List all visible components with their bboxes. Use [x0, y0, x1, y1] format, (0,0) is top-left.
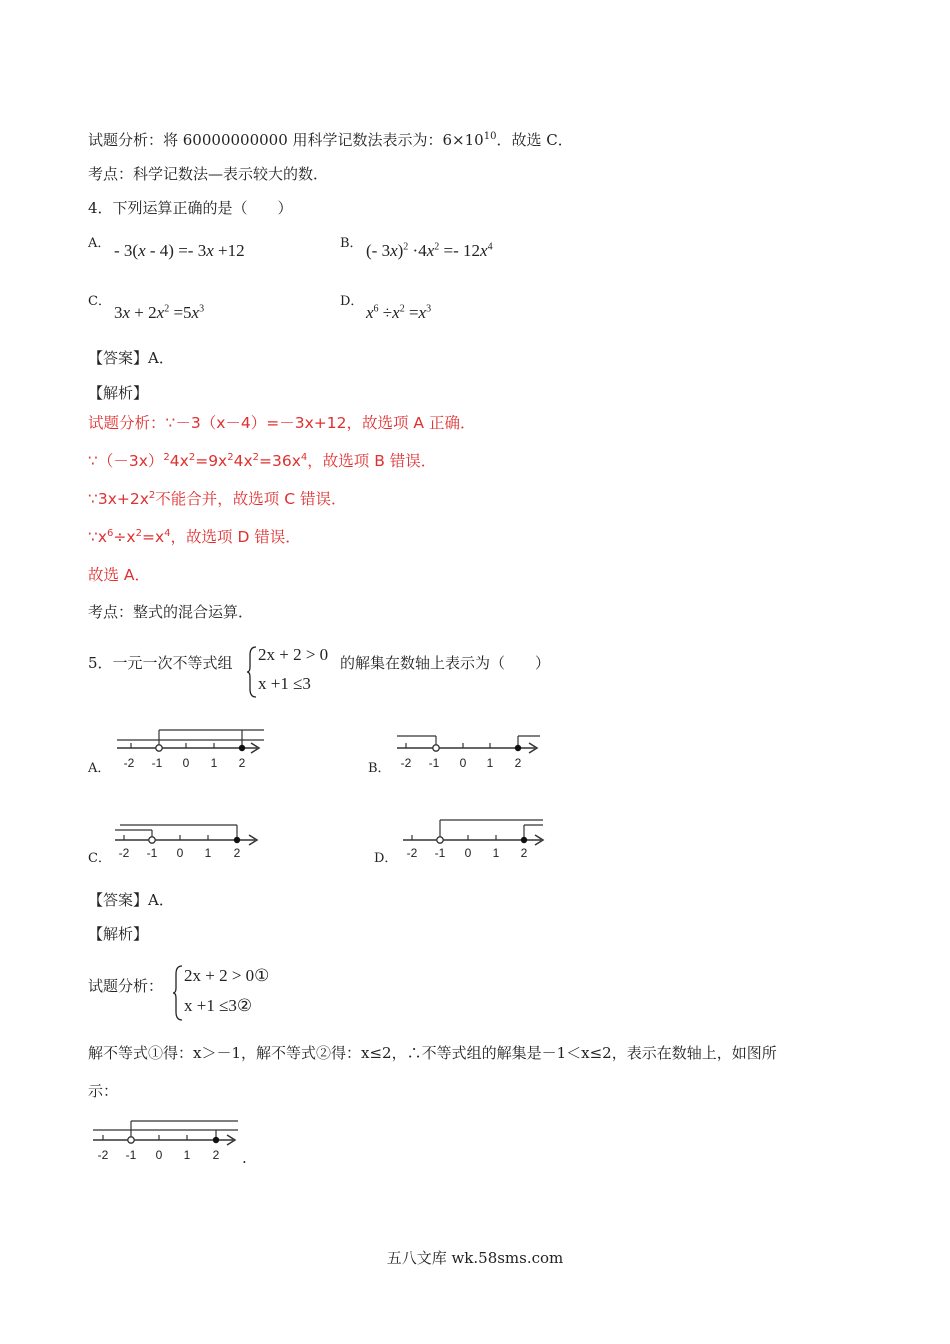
q5-c-tick: 1 [204, 846, 212, 860]
q4-option-c-label: C． [88, 294, 111, 309]
q4-red2-part: ∵（－3x） [88, 452, 164, 470]
q5-solution-number-line [88, 1118, 243, 1164]
q3-analysis [88, 130, 573, 150]
q5-b-tick: 1 [486, 756, 494, 770]
q5-solve-line-1: 解不等式①得：x＞－1，解不等式②得：x≤2，∴不等式组的解集是－1＜x≤2，表示在数轴上，如图所 [88, 1044, 777, 1062]
q4-red4-exp: 2 [135, 527, 142, 539]
q5-d-tick: -2 [406, 846, 418, 860]
q5-stem-suffix: 的解集在数轴上表示为（ ） [340, 654, 551, 672]
q4-red-line-5: 故选 A． [88, 566, 151, 584]
q5-c-tick: 2 [233, 846, 241, 860]
q5-b-tick: -2 [400, 756, 412, 770]
q5-option-d-label: D． [374, 851, 398, 866]
q3-analysis-text: 试题分析：将 60000000000 用科学记数法表示为：6×10 [88, 131, 484, 149]
q5-d-tick: 1 [492, 846, 500, 860]
q5-brace [246, 645, 258, 699]
q4-option-b-label: B． [340, 236, 363, 251]
q4-red-line-1: 试题分析：∵－3（x－4）=－3x+12，故选项 A 正确． [88, 414, 476, 432]
q5-a-tick: -2 [123, 756, 135, 770]
q5-ineq-2: x +1 ≤3 [258, 674, 311, 693]
q4-red2-part: 4x [169, 452, 189, 470]
q4-red3-part: 不能合并，故选项 C 错误． [155, 490, 347, 508]
q4-red4-exp: 6 [107, 527, 114, 539]
q5-d-tick: 0 [464, 846, 472, 860]
q4-red4-part: =x [141, 528, 165, 546]
q4-red-line-4 [88, 527, 301, 547]
q4-red2-part: ，故选项 B 错误． [307, 452, 437, 470]
q4-red3-part: ∵3x+2x [88, 490, 149, 508]
q3-kaodian: 考点：科学记数法—表示较大的数． [88, 165, 329, 183]
q5-analysis-brace [172, 964, 184, 1022]
q5-b-tick: -1 [428, 756, 440, 770]
q4-red-line-2 [88, 451, 436, 471]
q4-red4-part: ÷x [113, 528, 136, 546]
q4-option-a-expr: - 3(x - 4) =- 3x +12 [114, 241, 245, 260]
q5-option-c-label: C． [88, 851, 111, 866]
q5-c-tick: -2 [118, 846, 130, 860]
q5-solve-line-2: 示： [88, 1082, 119, 1100]
q5-b-tick: 0 [459, 756, 467, 770]
q5-sol-tick: 0 [155, 1148, 163, 1162]
q4-red4-exp: 4 [164, 527, 171, 539]
q4-option-a-label: A． [88, 236, 111, 251]
q5-sys-2: x +1 ≤3② [184, 996, 253, 1015]
q4-answer: 【答案】A． [88, 349, 174, 367]
q4-option-c-expr: $3x + 2x^2 =5x^3$ [114, 303, 205, 322]
q5-option-b-number-line [392, 726, 547, 772]
q5-sol-tick: -1 [125, 1148, 137, 1162]
q4-option-d-expr: $x^6 \div x^2 =x^3$ [366, 303, 432, 322]
q5-sol-tick: 1 [183, 1148, 191, 1162]
q5-option-b-label: B． [368, 761, 391, 776]
q4-option-d-label: D． [340, 294, 364, 309]
q4-red2-part: 4x [233, 452, 253, 470]
q5-option-a-number-line [112, 726, 267, 772]
q5-d-tick: -1 [434, 846, 446, 860]
q5-a-tick: -1 [151, 756, 163, 770]
q4-red2-exp: 2 [163, 451, 170, 463]
q4-red2-exp: 2 [227, 451, 234, 463]
q4-stem: 4．下列运算正确的是（ ） [88, 199, 293, 217]
q5-stem-prefix: 5．一元一次不等式组 [88, 654, 233, 672]
q5-ineq-1: 2x + 2 > 0 [258, 645, 329, 664]
q3-analysis-exponent: 10 [483, 131, 497, 142]
q5-a-tick: 1 [210, 756, 218, 770]
q4-red2-exp: 2 [252, 451, 260, 463]
q4-option-b-expr: (- $3x)^2 \cdot 4x^2 =- 12x^4$ [366, 241, 493, 260]
q4-red2-exp: 4 [300, 451, 308, 463]
q4-kaodian: 考点：整式的混合运算． [88, 603, 254, 621]
q5-option-c-number-line [110, 816, 265, 862]
q4-red2-part: =9x [195, 452, 228, 470]
q5-period: . [242, 1149, 247, 1167]
q5-answer: 【答案】A． [88, 891, 174, 909]
q4-red-line-3 [88, 489, 346, 509]
q5-b-tick: 2 [514, 756, 522, 770]
q5-option-a-label: A． [88, 761, 111, 776]
q4-jiexi: 【解析】 [88, 384, 149, 402]
q5-sol-tick: 2 [212, 1148, 220, 1162]
q4-red2-part: =36x [259, 452, 301, 470]
q5-sys-1: 2x + 2 > 0① [184, 966, 270, 985]
q5-sol-tick: -2 [97, 1148, 109, 1162]
q4-red4-part: ∵x [88, 528, 108, 546]
q5-a-tick: 0 [182, 756, 190, 770]
q3-analysis-end: ．故选 C． [496, 131, 573, 149]
q4-red4-part: ，故选项 D 错误． [170, 528, 301, 546]
q4-red3-exp: 2 [148, 489, 156, 501]
q5-c-tick: 0 [176, 846, 184, 860]
q5-a-tick: 2 [238, 756, 246, 770]
footer-watermark: 五八文库 wk.58sms.com [386, 1249, 564, 1267]
q5-d-tick: 2 [520, 846, 528, 860]
q5-analysis-label: 试题分析： [88, 977, 164, 995]
q5-c-tick: -1 [146, 846, 158, 860]
q4-red2-exp: 2 [188, 451, 196, 463]
q5-jiexi: 【解析】 [88, 925, 149, 943]
q5-option-d-number-line [398, 816, 553, 862]
